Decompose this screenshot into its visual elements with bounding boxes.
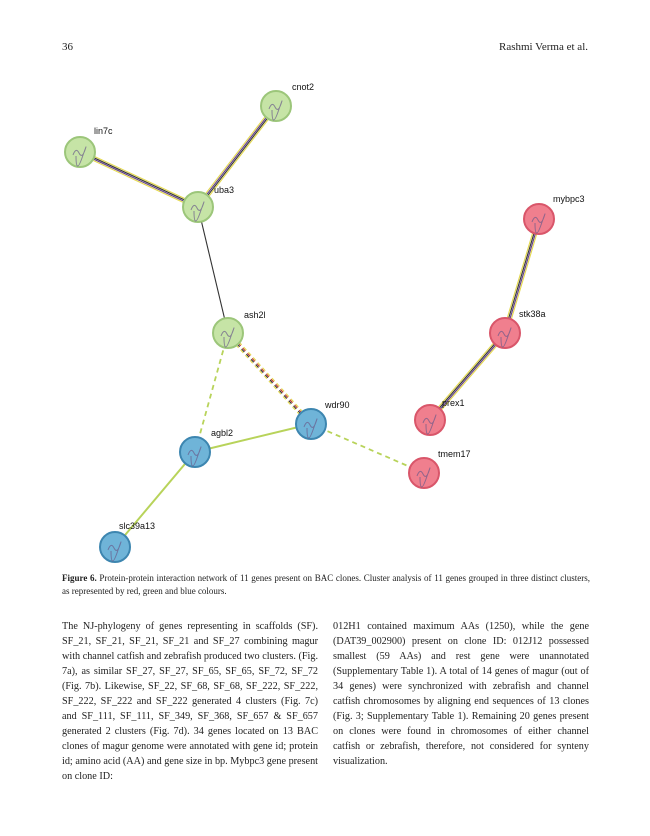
figure-caption-text: Protein-protein interaction network of 11 genes present on BAC clones. Cluster analysis of 11 genes grouped in three distinct clusters, as represented by red, green and blue colours. [62,573,590,596]
node-label-mybpc3: mybpc3 [553,194,585,204]
node-ash2l [213,310,266,348]
edge-stk38a-prex1 [428,332,503,419]
figure-caption [62,572,590,598]
running-head: Rashmi Verma et al. [499,41,588,53]
node-cnot2 [261,82,314,121]
edge-uba3-cnot2 [196,105,274,206]
page-number: 36 [62,41,73,53]
edge-uba3-lin7c [81,150,199,205]
node-label-prex1: prex1 [442,398,465,408]
edge-agbl2-slc39a13 [115,452,195,547]
body-text-left-column: The NJ-phylogeny of genes representing in scaffolds (SF). SF_21, SF_21, SF_21, SF_21 and SF_27 combining magur with channel catfish and zebrafish produced two clusters. (Fig. 7a), as similar SF_27, SF_27, SF_65, SF_65, SF_72, SF_72 (Fig. 7b). Likewise, SF_22, SF_68, SF_68, SF_222, SF_222, SF_222, SF_222 and SF_222 generated 4 clusters (Fig. 7c) and SF_111, SF_111, SF_349, SF_368, SF_657 & SF_657 generated 2 clusters (Fig. 7d). 34 genes located on 13 BAC clones of magur genome were annotated with gene id; protein id; amino acid (AA) and gene size in bp. Mybpc3 gene present on clone ID: [62,621,318,782]
body-text-right-column: 012H1 contained maximum AAs (1250), while the gene (DAT39_002900) present on clone ID: 012J12 possessed smallest (59 AAs) and rest gene were unannotated (Supplementary Table 1). A total of 14 genes of magur (out of 34 genes) were synchronized with zebrafish and channel catfish chromosomes by aligning end sequences of 13 clones (Fig. 3; Supplementary Table 1). Remaining 20 genes present on clones were found in chromosomes of either channel catfish or zebrafish, therefore, not considered for synteny visualization. [333,621,589,767]
network-edges [79,105,541,547]
node-label-uba3: uba3 [214,185,235,195]
figure-label: Figure 6. [62,573,97,583]
node-stk38a [490,309,546,348]
edge-uba3-lin7c [80,153,198,208]
network-nodes [65,82,585,562]
node-agbl2 [180,428,233,467]
edge-stk38a-prex1 [429,333,504,420]
edge-uba3-cnot2 [197,106,275,207]
node-label-wdr90: wdr90 [325,400,350,410]
node-label-ash2l: ash2l [244,310,266,320]
edge-ash2l-wdr90 [229,333,312,424]
edge-stk38a-prex1 [432,334,507,421]
edge-ash2l-wdr90 [230,332,313,423]
node-label-cnot2: cnot2 [292,82,315,92]
edge-uba3-cnot2 [200,107,278,208]
edge-wdr90-tmem17 [311,424,424,473]
edge-ash2l-wdr90 [227,333,310,424]
edge-uba3-lin7c [79,154,197,209]
edge-uba3-lin7c [80,151,198,206]
node-wdr90 [296,400,350,439]
node-tmem17 [409,449,471,488]
node-label-lin7c: lin7c [94,126,113,136]
edge-uba3-cnot2 [199,106,277,207]
node-label-agbl2: agbl2 [211,428,234,438]
node-label-slc39a13: slc39a13 [119,521,156,531]
node-lin7c [65,126,113,167]
node-prex1 [415,398,465,435]
node-label-stk38a: stk38a [519,309,546,319]
node-slc39a13 [100,521,155,562]
node-mybpc3 [524,194,585,234]
edge-uba3-ash2l [198,207,228,333]
edge-ash2l-wdr90 [226,334,309,425]
node-label-tmem17: tmem17 [438,449,471,459]
